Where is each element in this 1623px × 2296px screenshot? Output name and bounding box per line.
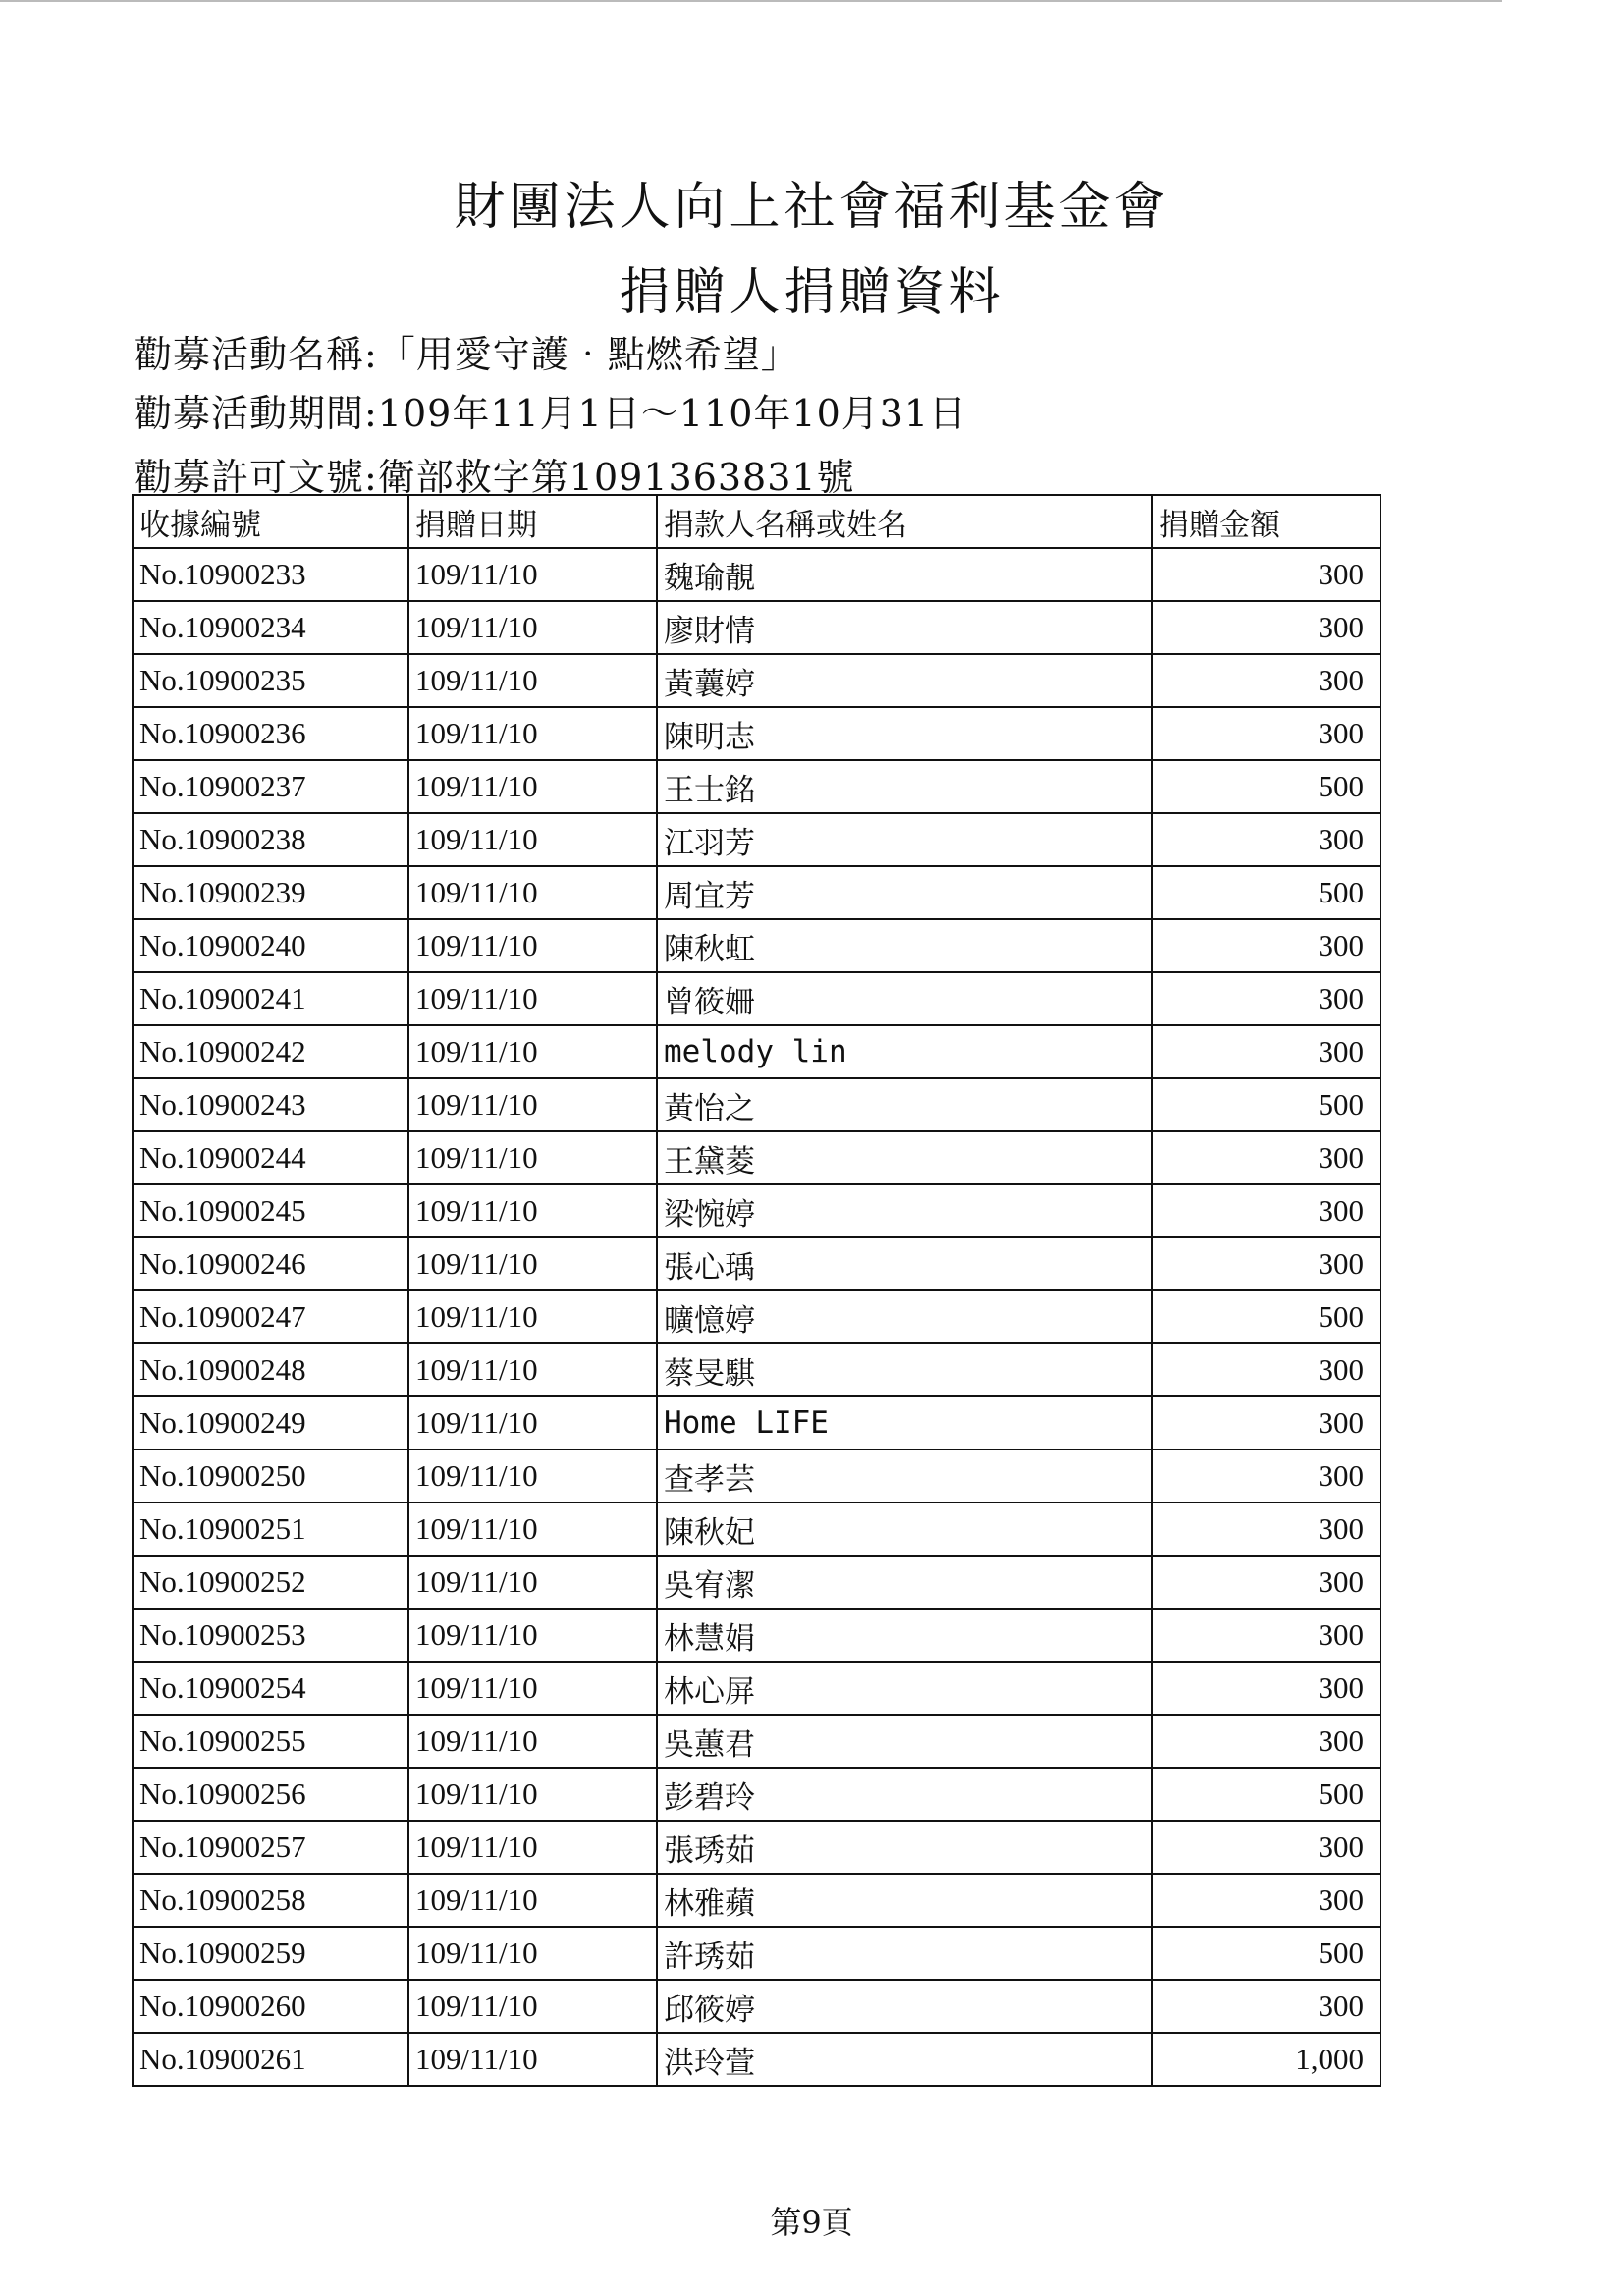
- amount-cell: 300: [1152, 1184, 1380, 1237]
- date-cell: 109/11/10: [408, 2033, 657, 2086]
- amount-cell: 500: [1152, 1078, 1380, 1131]
- amount-cell: 300: [1152, 1449, 1380, 1503]
- date-cell: 109/11/10: [408, 707, 657, 760]
- amount-cell: 300: [1152, 972, 1380, 1025]
- receipt-number-cell: No.10900235: [133, 654, 408, 707]
- donor-name-cell: 林心屏: [657, 1662, 1152, 1715]
- receipt-number-cell: No.10900242: [133, 1025, 408, 1078]
- receipt-number-cell: No.10900255: [133, 1715, 408, 1768]
- campaign-name: 勸募活動名稱:「用愛守護‧點燃希望」: [135, 333, 799, 376]
- header-amount: 捐贈金額: [1152, 495, 1380, 548]
- table-header-row: [133, 495, 1380, 548]
- date-cell: 109/11/10: [408, 760, 657, 813]
- date-cell: 109/11/10: [408, 972, 657, 1025]
- date-cell: 109/11/10: [408, 1874, 657, 1927]
- table-row: [133, 1768, 1380, 1821]
- receipt-number-cell: No.10900237: [133, 760, 408, 813]
- date-cell: 109/11/10: [408, 1715, 657, 1768]
- amount-cell: 300: [1152, 1874, 1380, 1927]
- donor-name-cell: 梁惋婷: [657, 1184, 1152, 1237]
- table-row: [133, 1396, 1380, 1449]
- donor-name-cell: 蔡旻騏: [657, 1343, 1152, 1396]
- table-row: [133, 707, 1380, 760]
- receipt-number-cell: No.10900258: [133, 1874, 408, 1927]
- amount-cell: 300: [1152, 548, 1380, 601]
- table-row: [133, 1131, 1380, 1184]
- receipt-number-cell: No.10900252: [133, 1556, 408, 1609]
- donor-name-cell: 張琇茹: [657, 1821, 1152, 1874]
- receipt-number-cell: No.10900241: [133, 972, 408, 1025]
- table-row: [133, 1980, 1380, 2033]
- date-cell: 109/11/10: [408, 654, 657, 707]
- receipt-number-cell: No.10900246: [133, 1237, 408, 1290]
- donor-name-cell: 陳秋妃: [657, 1503, 1152, 1556]
- date-cell: 109/11/10: [408, 1662, 657, 1715]
- donor-name-cell: 曠憶婷: [657, 1290, 1152, 1343]
- table-row: [133, 1449, 1380, 1503]
- amount-cell: 300: [1152, 1343, 1380, 1396]
- table-row: [133, 813, 1380, 866]
- table-row: [133, 1556, 1380, 1609]
- org-title: 財團法人向上社會福利基金會: [454, 178, 1169, 237]
- table-row: [133, 760, 1380, 813]
- receipt-number-cell: No.10900239: [133, 866, 408, 919]
- date-cell: 109/11/10: [408, 1078, 657, 1131]
- date-cell: 109/11/10: [408, 813, 657, 866]
- receipt-number-cell: No.10900260: [133, 1980, 408, 2033]
- date-cell: 109/11/10: [408, 1503, 657, 1556]
- receipt-number-cell: No.10900259: [133, 1927, 408, 1980]
- table-row: [133, 1184, 1380, 1237]
- table-row: [133, 919, 1380, 972]
- table-row: [133, 972, 1380, 1025]
- header-receipt-no: 收據編號: [133, 495, 408, 548]
- donor-name-cell: 魏瑜靚: [657, 548, 1152, 601]
- donor-name-cell: 林雅蘋: [657, 1874, 1152, 1927]
- donor-name-cell: 陳秋虹: [657, 919, 1152, 972]
- amount-cell: 300: [1152, 1556, 1380, 1609]
- header-date: 捐贈日期: [408, 495, 657, 548]
- date-cell: 109/11/10: [408, 1290, 657, 1343]
- table-row: [133, 1662, 1380, 1715]
- donor-name-cell: 彭碧玲: [657, 1768, 1152, 1821]
- receipt-number-cell: No.10900238: [133, 813, 408, 866]
- receipt-number-cell: No.10900247: [133, 1290, 408, 1343]
- scan-top-edge: [0, 0, 1502, 2]
- receipt-number-cell: No.10900248: [133, 1343, 408, 1396]
- receipt-number-cell: No.10900243: [133, 1078, 408, 1131]
- date-cell: 109/11/10: [408, 919, 657, 972]
- donor-name-cell: 邱筱婷: [657, 1980, 1152, 2033]
- table-row: [133, 1927, 1380, 1980]
- receipt-number-cell: No.10900256: [133, 1768, 408, 1821]
- table-row: [133, 2033, 1380, 2086]
- amount-cell: 1,000: [1152, 2033, 1380, 2086]
- amount-cell: 500: [1152, 760, 1380, 813]
- receipt-number-cell: No.10900251: [133, 1503, 408, 1556]
- donor-name-cell: melody lin: [657, 1025, 1152, 1078]
- donor-name-cell: 陳明志: [657, 707, 1152, 760]
- donor-name-cell: 江羽芳: [657, 813, 1152, 866]
- receipt-number-cell: No.10900236: [133, 707, 408, 760]
- receipt-number-cell: No.10900240: [133, 919, 408, 972]
- receipt-number-cell: No.10900244: [133, 1131, 408, 1184]
- date-cell: 109/11/10: [408, 548, 657, 601]
- amount-cell: 300: [1152, 1821, 1380, 1874]
- receipt-number-cell: No.10900249: [133, 1396, 408, 1449]
- date-cell: 109/11/10: [408, 1821, 657, 1874]
- date-cell: 109/11/10: [408, 1343, 657, 1396]
- donor-name-cell: 黃蘘婷: [657, 654, 1152, 707]
- receipt-number-cell: No.10900254: [133, 1662, 408, 1715]
- donation-table: [132, 494, 1381, 2087]
- receipt-number-cell: No.10900261: [133, 2033, 408, 2086]
- donor-name-cell: 林慧娟: [657, 1609, 1152, 1662]
- amount-cell: 300: [1152, 1025, 1380, 1078]
- receipt-number-cell: No.10900245: [133, 1184, 408, 1237]
- receipt-number-cell: No.10900233: [133, 548, 408, 601]
- donor-name-cell: Home LIFE: [657, 1396, 1152, 1449]
- table-row: [133, 1237, 1380, 1290]
- amount-cell: 300: [1152, 1503, 1380, 1556]
- table-row: [133, 1821, 1380, 1874]
- table-row: [133, 654, 1380, 707]
- amount-cell: 300: [1152, 1715, 1380, 1768]
- table-row: [133, 1609, 1380, 1662]
- amount-cell: 300: [1152, 1609, 1380, 1662]
- page-number: 第9頁: [770, 2204, 853, 2241]
- campaign-period: 勸募活動期間:109年11月1日～110年10月31日: [135, 392, 968, 435]
- table-row: [133, 1503, 1380, 1556]
- amount-cell: 300: [1152, 919, 1380, 972]
- amount-cell: 300: [1152, 654, 1380, 707]
- receipt-number-cell: No.10900253: [133, 1609, 408, 1662]
- date-cell: 109/11/10: [408, 1980, 657, 2033]
- donor-name-cell: 洪玲萱: [657, 2033, 1152, 2086]
- amount-cell: 300: [1152, 1980, 1380, 2033]
- date-cell: 109/11/10: [408, 866, 657, 919]
- date-cell: 109/11/10: [408, 601, 657, 654]
- donor-name-cell: 王士銘: [657, 760, 1152, 813]
- amount-cell: 500: [1152, 1927, 1380, 1980]
- amount-cell: 500: [1152, 866, 1380, 919]
- permit-number: 勸募許可文號:衛部救字第1091363831號: [135, 456, 855, 499]
- donor-name-cell: 王黛菱: [657, 1131, 1152, 1184]
- table-row: [133, 1715, 1380, 1768]
- amount-cell: 300: [1152, 1131, 1380, 1184]
- table-body: [133, 548, 1380, 2086]
- receipt-number-cell: No.10900250: [133, 1449, 408, 1503]
- table-row: [133, 601, 1380, 654]
- doc-title: 捐贈人捐贈資料: [619, 263, 1004, 322]
- date-cell: 109/11/10: [408, 1131, 657, 1184]
- donor-name-cell: 吳宥潔: [657, 1556, 1152, 1609]
- donor-name-cell: 曾筱姍: [657, 972, 1152, 1025]
- date-cell: 109/11/10: [408, 1556, 657, 1609]
- date-cell: 109/11/10: [408, 1237, 657, 1290]
- table-row: [133, 866, 1380, 919]
- amount-cell: 500: [1152, 1768, 1380, 1821]
- amount-cell: 500: [1152, 1290, 1380, 1343]
- donor-name-cell: 廖財情: [657, 601, 1152, 654]
- donor-name-cell: 許琇茹: [657, 1927, 1152, 1980]
- amount-cell: 300: [1152, 1662, 1380, 1715]
- receipt-number-cell: No.10900257: [133, 1821, 408, 1874]
- table-row: [133, 1874, 1380, 1927]
- amount-cell: 300: [1152, 1396, 1380, 1449]
- donor-name-cell: 黃怡之: [657, 1078, 1152, 1131]
- donor-name-cell: 張心瑀: [657, 1237, 1152, 1290]
- receipt-number-cell: No.10900234: [133, 601, 408, 654]
- donor-name-cell: 查孝芸: [657, 1449, 1152, 1503]
- donor-name-cell: 周宜芳: [657, 866, 1152, 919]
- date-cell: 109/11/10: [408, 1396, 657, 1449]
- date-cell: 109/11/10: [408, 1449, 657, 1503]
- table-row: [133, 548, 1380, 601]
- date-cell: 109/11/10: [408, 1025, 657, 1078]
- amount-cell: 300: [1152, 707, 1380, 760]
- date-cell: 109/11/10: [408, 1184, 657, 1237]
- amount-cell: 300: [1152, 813, 1380, 866]
- date-cell: 109/11/10: [408, 1609, 657, 1662]
- amount-cell: 300: [1152, 601, 1380, 654]
- donor-name-cell: 吳蕙君: [657, 1715, 1152, 1768]
- table-row: [133, 1078, 1380, 1131]
- table-row: [133, 1025, 1380, 1078]
- date-cell: 109/11/10: [408, 1768, 657, 1821]
- date-cell: 109/11/10: [408, 1927, 657, 1980]
- amount-cell: 300: [1152, 1237, 1380, 1290]
- header-donor-name: 捐款人名稱或姓名: [657, 495, 1152, 548]
- table-row: [133, 1343, 1380, 1396]
- table-row: [133, 1290, 1380, 1343]
